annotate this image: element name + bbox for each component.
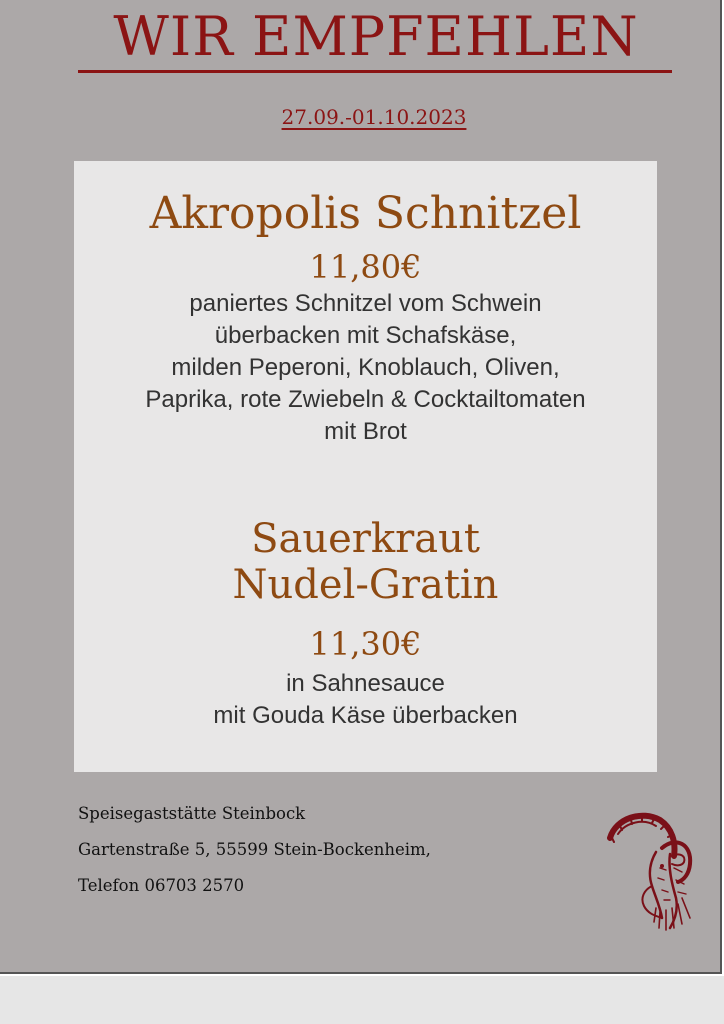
dish-1-name: Akropolis Schnitzel [149, 188, 582, 239]
page-title: WIR EMPFEHLEN [113, 5, 639, 68]
street-address: Gartenstraße 5, 55599 Stein-Bockenheim, [78, 840, 431, 859]
dish-1-description-line: mit Brot [324, 418, 407, 445]
dish-1-description-line: Paprika, rote Zwiebeln & Cocktailtomaten [145, 386, 586, 413]
dish-1-description-line: paniertes Schnitzel vom Schwein [189, 290, 542, 317]
restaurant-address [78, 800, 431, 908]
dish-2-name-line: Sauerkraut [251, 516, 480, 562]
dish-1-description-line: milden Peperoni, Knoblauch, Oliven, [171, 354, 560, 381]
restaurant-name: Speisegaststätte Steinbock [78, 804, 306, 823]
recommendation-card [74, 161, 657, 772]
dish-2-name [74, 516, 657, 608]
title-underline [78, 70, 672, 73]
dish-2-description [74, 668, 657, 732]
dish-1-price: 11,80€ [309, 248, 422, 286]
phone-number: Telefon 06703 2570 [78, 876, 245, 895]
dish-2-name-line: Nudel-Gratin [232, 562, 499, 608]
date-range: 27.09.-01.10.2023 [281, 105, 467, 129]
page-bottom-strip [0, 976, 724, 1024]
ibex-head-icon [604, 808, 700, 936]
dish-2-description-line: mit Gouda Käse überbacken [213, 702, 518, 729]
dish-2-price: 11,30€ [309, 625, 422, 663]
dish-1-description [74, 288, 657, 448]
dish-2-description-line: in Sahnesauce [286, 670, 445, 697]
dish-1-description-line: überbacken mit Schafskäse, [214, 322, 517, 349]
